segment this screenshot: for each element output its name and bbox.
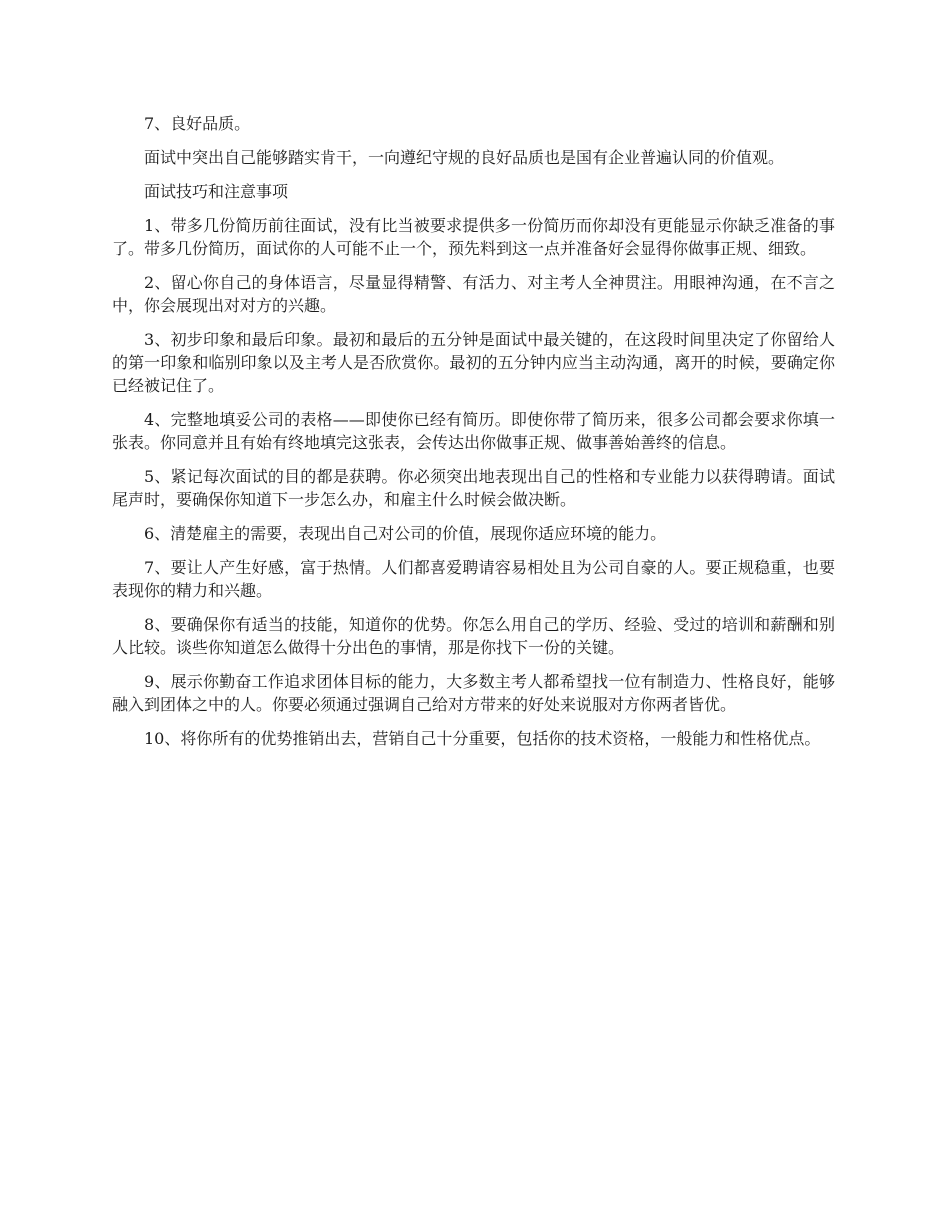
tip-item-2: 2、留心你自己的身体语言，尽量显得精警、有活力、对主考人全神贯注。用眼神沟通，在不言之中，你会展现出对对方的兴趣。 [112,273,835,315]
tip-item-3: 3、初步印象和最后印象。最初和最后的五分钟是面试中最关键的，在这段时间里决定了你留给人的第一印象和临别印象以及主考人是否欣赏你。最初的五分钟内应当主动沟通，离开的时候，要确定你已经被记住了。 [112,330,835,395]
tip-item-7: 7、要让人产生好感，富于热情。人们都喜爱聘请容易相处且为公司自豪的人。要正规稳重，也要表现你的精力和兴趣。 [112,558,835,600]
document-body [112,112,835,761]
tip-item-8: 8、要确保你有适当的技能，知道你的优势。你怎么用自己的学历、经验、受过的培训和薪酬和别人比较。谈些你知道怎么做得十分出色的事情，那是你找下一份的关键。 [112,615,835,657]
tip-item-10: 10、将你所有的优势推销出去，营销自己十分重要，包括你的技术资格，一般能力和性格优点。 [144,729,821,748]
paragraph-quality-heading: 7、良好品质。 [144,114,251,133]
tip-item-5: 5、紧记每次面试的目的都是获聘。你必须突出地表现出自己的性格和专业能力以获得聘请。面试尾声时，要确保你知道下一步怎么办，和雇主什么时候会做决断。 [112,467,835,509]
paragraph-quality-text: 面试中突出自己能够踏实肯干，一向遵纪守规的良好品质也是国有企业普遍认同的价值观。 [144,148,785,167]
tip-item-9: 9、展示你勤奋工作追求团体目标的能力，大多数主考人都希望找一位有制造力、性格良好，能够融入到团体之中的人。你要必须通过强调自己给对方带来的好处来说服对方你两者皆优。 [112,672,835,714]
tip-item-1: 1、带多几份简历前往面试，没有比当被要求提供多一份简历而你却没有更能显示你缺乏准备的事了。带多几份简历，面试你的人可能不止一个，预先料到这一点并准备好会显得你做事正规、细致。 [112,216,835,258]
tip-item-4: 4、完整地填妥公司的表格——即使你已经有简历。即使你带了简历来，很多公司都会要求你填一张表。你同意并且有始有终地填完这张表，会传达出你做事正规、做事善始善终的信息。 [112,410,835,452]
section-heading-tips: 面试技巧和注意事项 [144,182,289,201]
tip-item-6: 6、清楚雇主的需要，表现出自己对公司的价值，展现你适应环境的能力。 [144,524,667,543]
